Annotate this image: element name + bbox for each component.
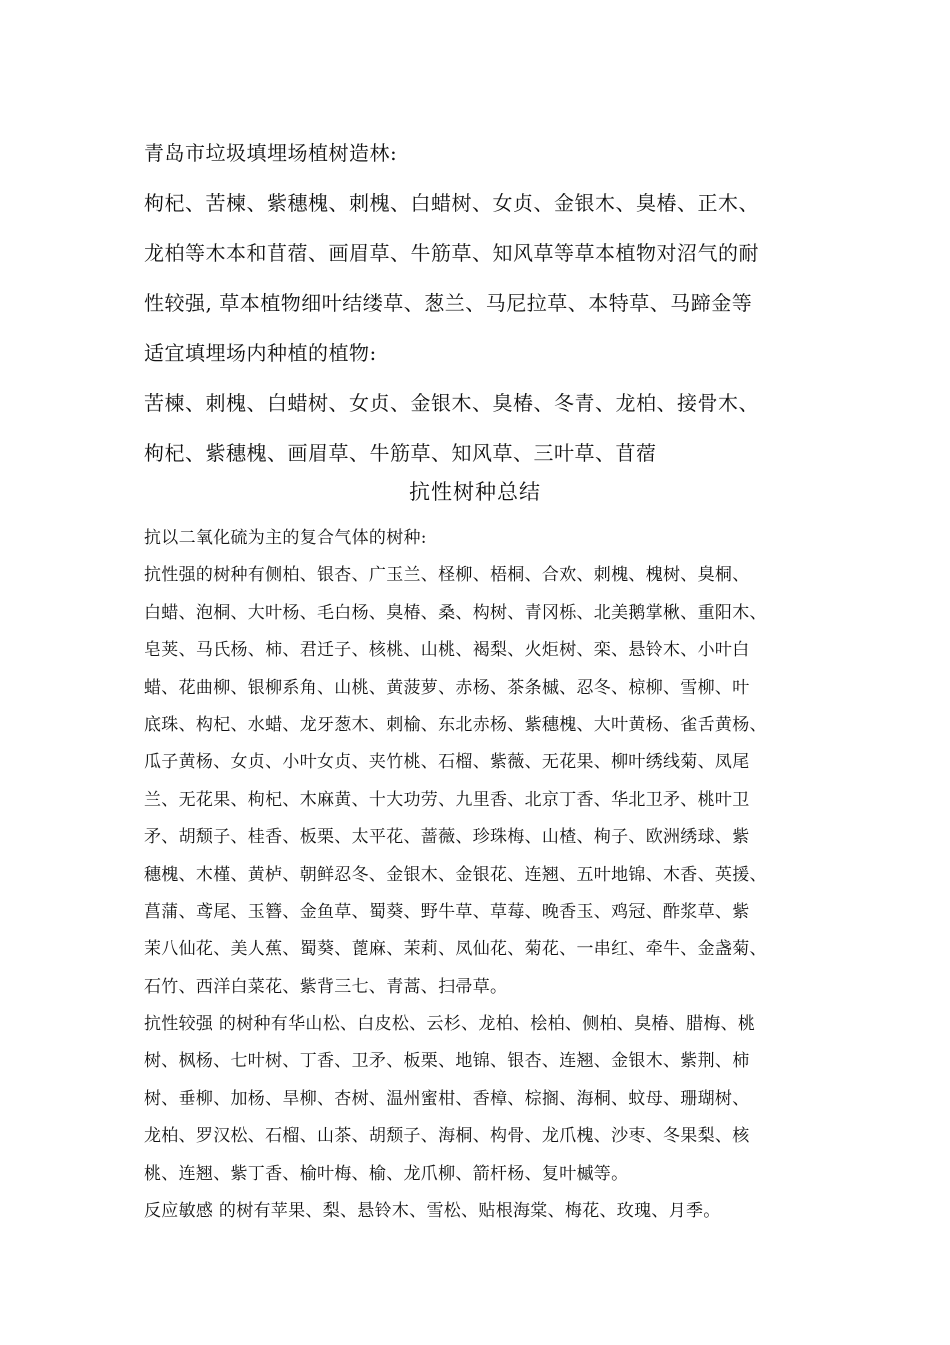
paragraph-line: 抗性较强 的树种有华山松、白皮松、云杉、龙柏、桧柏、侧柏、臭椿、腊梅、桃	[144, 1014, 756, 1035]
paragraph-line: 桃、连翘、紫丁香、榆叶梅、榆、龙爪柳、箭杆杨、复叶槭等。	[144, 1163, 629, 1184]
section-heading: 适宜填埋场内种植的植物:	[144, 341, 377, 365]
paragraph-line: 穗槐、木槿、黄栌、朝鲜忍冬、金银木、金银花、连翘、五叶地锦、木香、英援、	[144, 864, 767, 885]
paragraph-line: 性较强, 草本植物细叶结缕草、葱兰、马尼拉草、本特草、马蹄金等	[144, 291, 753, 315]
section-heading: 抗以二氧化硫为主的复合气体的树种:	[144, 528, 427, 548]
paragraph-line: 蜡、花曲柳、银柳系角、山桃、黄菠萝、赤杨、茶条槭、忍冬、椋柳、雪柳、叶	[144, 677, 750, 698]
paragraph-line: 菖蒲、鸢尾、玉簪、金鱼草、蜀葵、野牛草、草莓、晚香玉、鸡冠、酢浆草、紫	[144, 901, 750, 922]
paragraph-line: 龙柏等木本和苜蓿、画眉草、牛筋草、知风草等草本植物对沼气的耐	[144, 241, 759, 265]
paragraph-line: 苦楝、刺槐、白蜡树、女贞、金银木、臭椿、冬青、龙柏、接骨木、	[144, 391, 759, 415]
paragraph-line: 白蜡、泡桐、大叶杨、毛白杨、臭椿、桑、构树、青冈栎、北美鹅掌楸、重阳木、	[144, 602, 767, 623]
paragraph-line: 石竹、西洋白菜花、紫背三七、青蒿、扫帚草。	[144, 976, 508, 997]
paragraph-line: 矛、胡颓子、桂香、板栗、太平花、蔷薇、珍珠梅、山楂、栒子、欧洲绣球、紫	[144, 827, 750, 848]
paragraph-line: 抗性强的树种有侧柏、银杏、广玉兰、柽柳、梧桐、合欢、刺槐、槐树、臭桐、	[144, 565, 750, 586]
paragraph-line: 兰、无花果、枸杞、木麻黄、十大功劳、九里香、北京丁香、华北卫矛、桃叶卫	[144, 789, 750, 810]
paragraph-line: 茉八仙花、美人蕉、蜀葵、蓖麻、茉莉、凤仙花、菊花、一串红、牵牛、金盏菊、	[144, 939, 767, 960]
paragraph-line: 枸杞、苦楝、紫穗槐、刺槐、白蜡树、女贞、金银木、臭椿、正木、	[144, 191, 759, 215]
paragraph-line: 皂荚、马氏杨、柿、君迁子、核桃、山桃、褐梨、火炬树、栾、悬铃木、小叶白	[144, 640, 750, 661]
section-heading: 青岛市垃圾填埋场植树造林:	[144, 141, 398, 165]
page-title: 抗性树种总结	[409, 480, 541, 504]
paragraph-line: 龙柏、罗汉松、石榴、山茶、胡颓子、海桐、构骨、龙爪槐、沙枣、冬果梨、核	[144, 1126, 750, 1147]
paragraph-line: 树、枫杨、七叶树、丁香、卫矛、板栗、地锦、银杏、连翘、金银木、紫荆、柿	[144, 1051, 750, 1072]
landfill-planting-section	[144, 128, 804, 478]
paragraph-line: 反应敏感 的树有苹果、梨、悬铃木、雪松、贴根海棠、梅花、玫瑰、月季。	[144, 1201, 721, 1222]
paragraph-line: 瓜子黄杨、女贞、小叶女贞、夹竹桃、石榴、紫薇、无花果、柳叶绣线菊、凤尾	[144, 752, 750, 773]
paragraph-line: 树、垂柳、加杨、旱柳、杏树、温州蜜柑、香樟、棕搁、海桐、蚊母、珊瑚树、	[144, 1088, 750, 1109]
paragraph-line: 底珠、构杞、水蜡、龙牙葱木、刺榆、东北赤杨、紫穗槐、大叶黄杨、雀舌黄杨、	[144, 714, 767, 735]
paragraph-line: 枸杞、紫穗槐、画眉草、牛筋草、知风草、三叶草、苜蓿	[144, 441, 657, 465]
resistant-species-section	[144, 520, 804, 1230]
